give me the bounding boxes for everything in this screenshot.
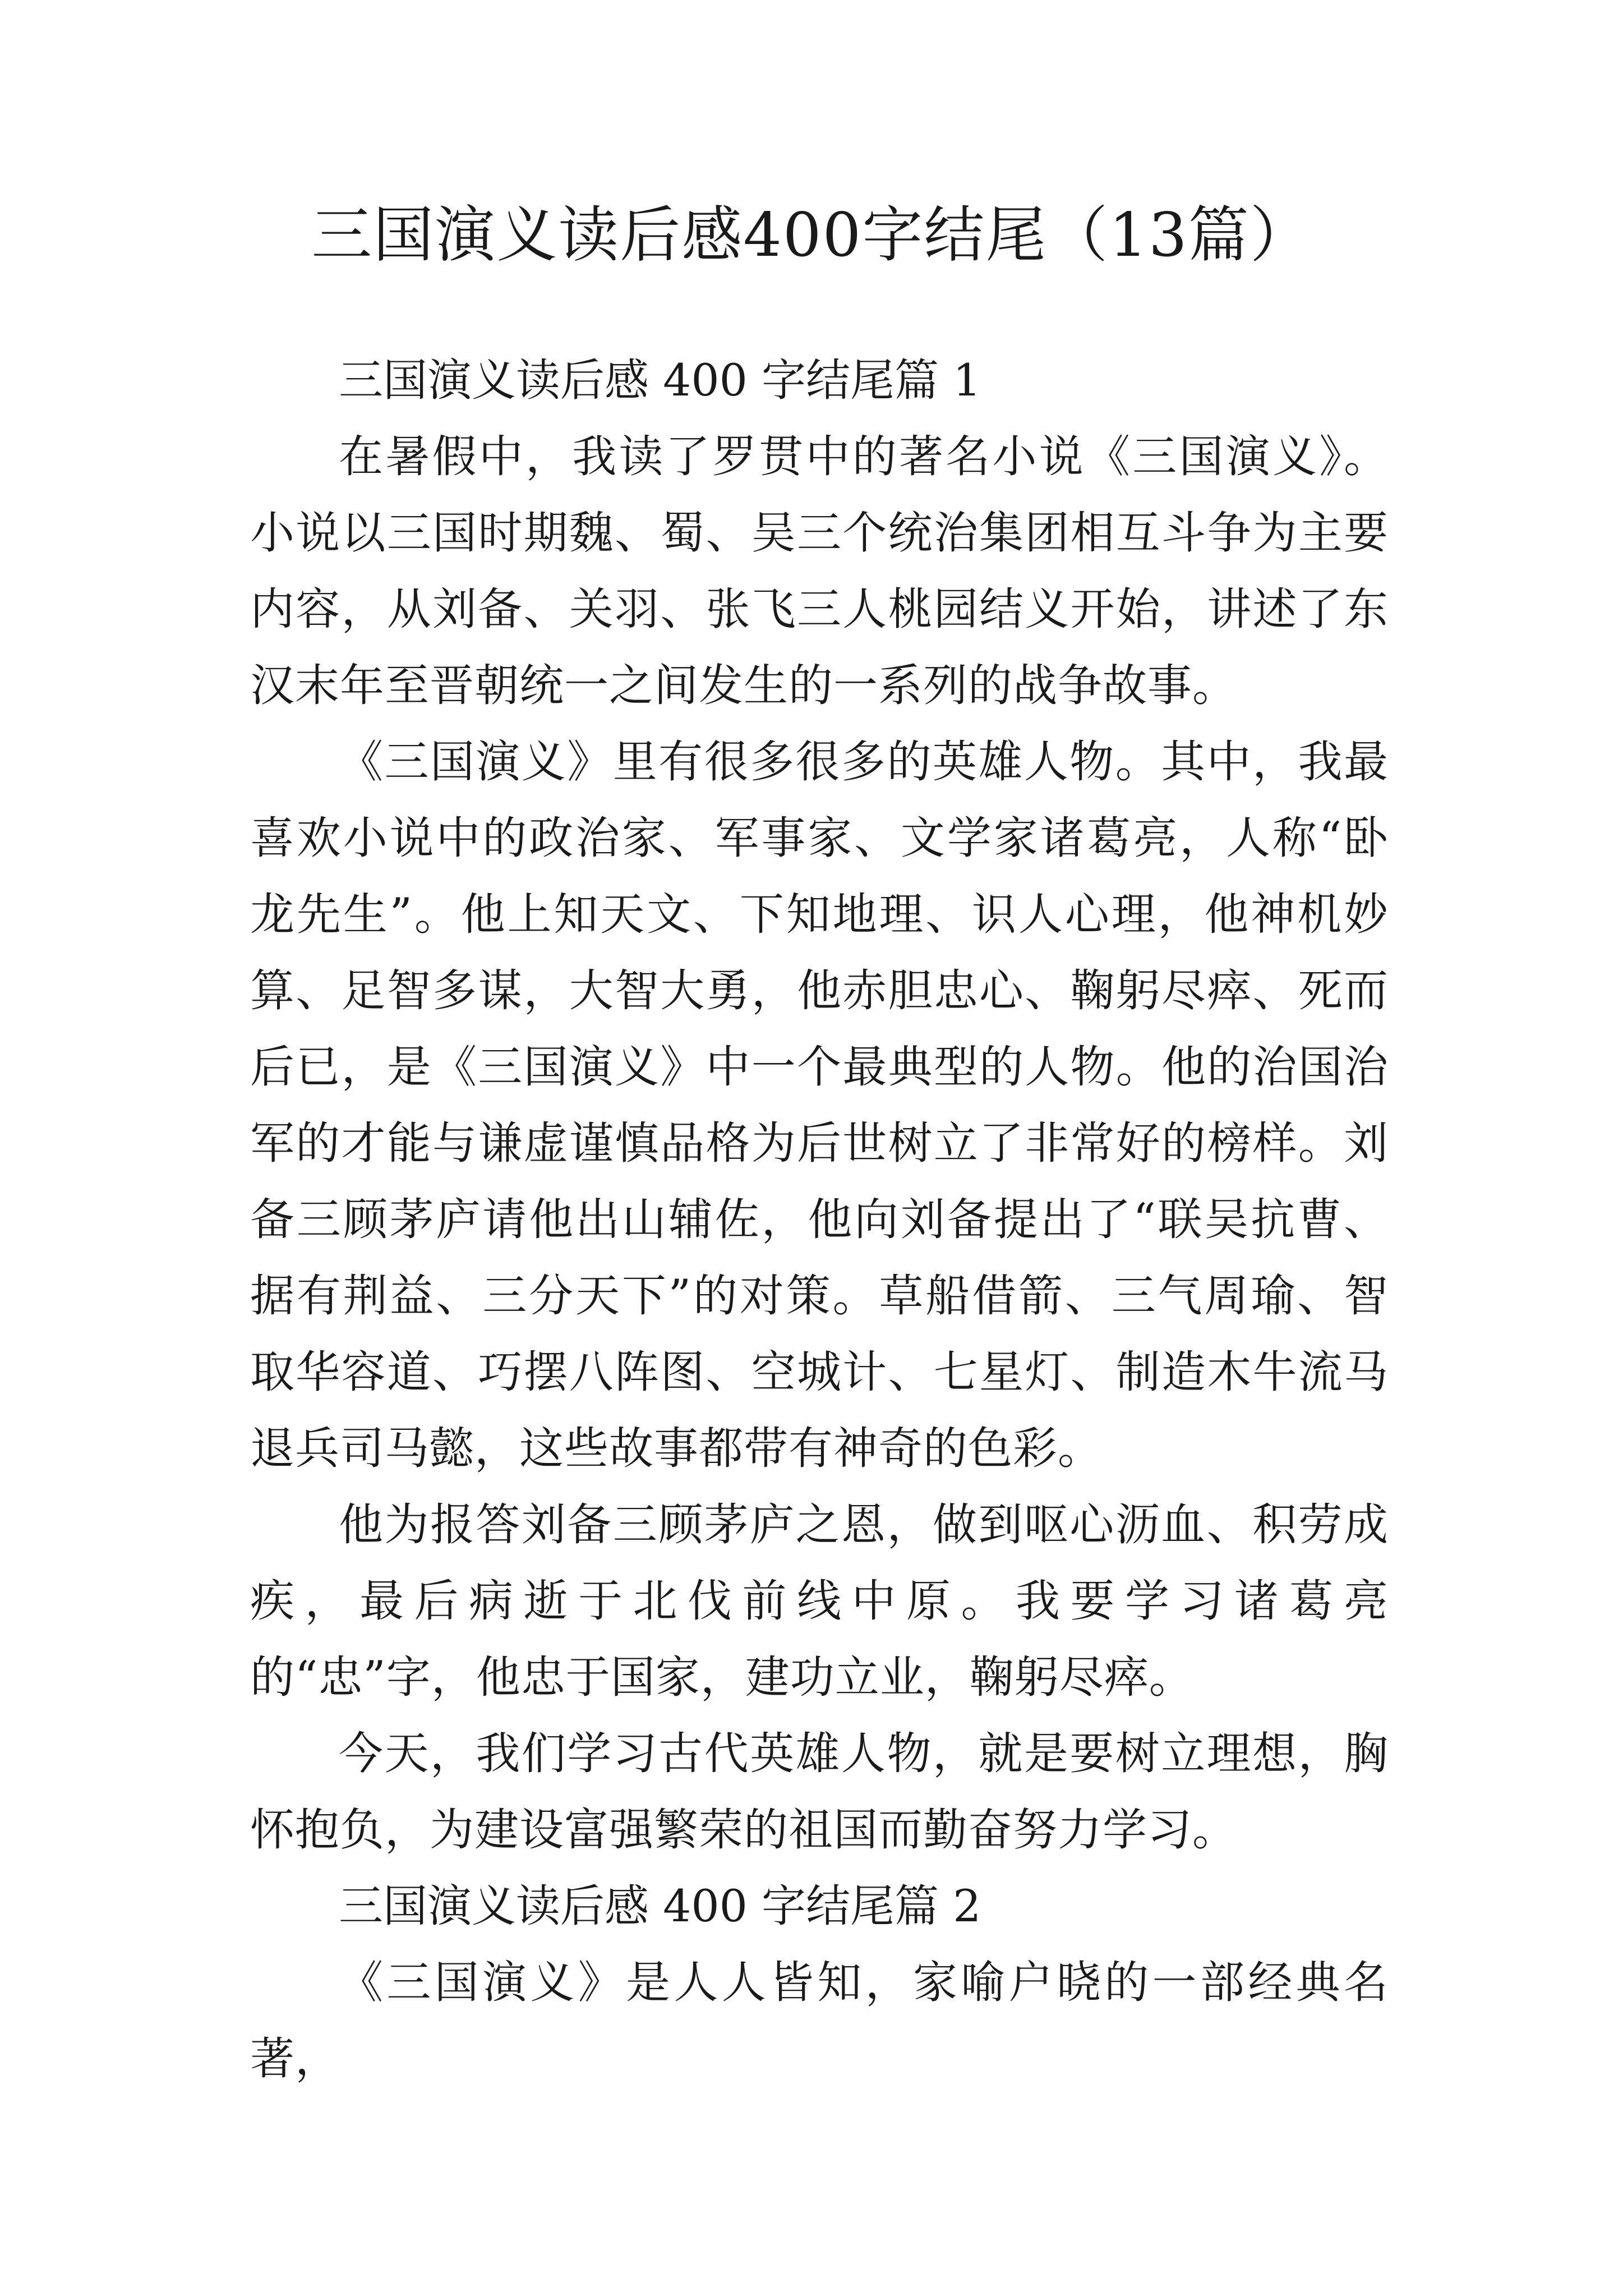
document-title: 三国演义读后感400字结尾（13篇） [311, 200, 1312, 270]
section-heading-2: 三国演义读后感 400 字结尾篇 2 [339, 1880, 981, 1932]
paragraph: 他为报答刘备三顾茅庐之恩，做到呕心沥血、积劳成疾，最后病逝于北伐前线中原。我要学习诸葛亮的“忠”字，他忠于国家，建功立业，鞠躬尽瘁。 [250, 1499, 1389, 1703]
section-heading-1: 三国演义读后感 400 字结尾篇 1 [339, 355, 981, 406]
document-body [250, 342, 1389, 2097]
paragraph: 《三国演义》是人人皆知，家喻户晓的一部经典名著， [250, 1957, 1389, 2085]
paragraph: 在暑假中，我读了罗贯中的著名小说《三国演义》。小说以三国时期魏、蜀、吴三个统治集团相互斗争为主要内容，从刘备、关羽、张飞三人桃园结义开始，讲述了东汉末年至晋朝统一之间发生的一系列的战争故事。 [250, 431, 1389, 711]
paragraph: 今天，我们学习古代英雄人物，就是要树立理想，胸怀抱负，为建设富强繁荣的祖国而勤奋努力学习。 [250, 1728, 1389, 1856]
paragraph: 《三国演义》里有很多很多的英雄人物。其中，我最喜欢小说中的政治家、军事家、文学家诸葛亮，人称“卧龙先生”。他上知天文、下知地理、识人心理，他神机妙算、足智多谋，大智大勇，他赤胆忠心、鞠躬尽瘁、死而后已，是《三国演义》中一个最典型的人物。他的治国治军的才能与谦虚谨慎品格为后世树立了非常好的榜样。刘备三顾茅庐请他出山辅佐，他向刘备提出了“联吴抗曹、据有荆益、三分天下”的对策。草船借箭、三气周瑜、智取华容道、巧摆八阵图、空城计、七星灯、制造木牛流马退兵司马懿，这些故事都带有神奇的色彩。 [250, 736, 1389, 1474]
